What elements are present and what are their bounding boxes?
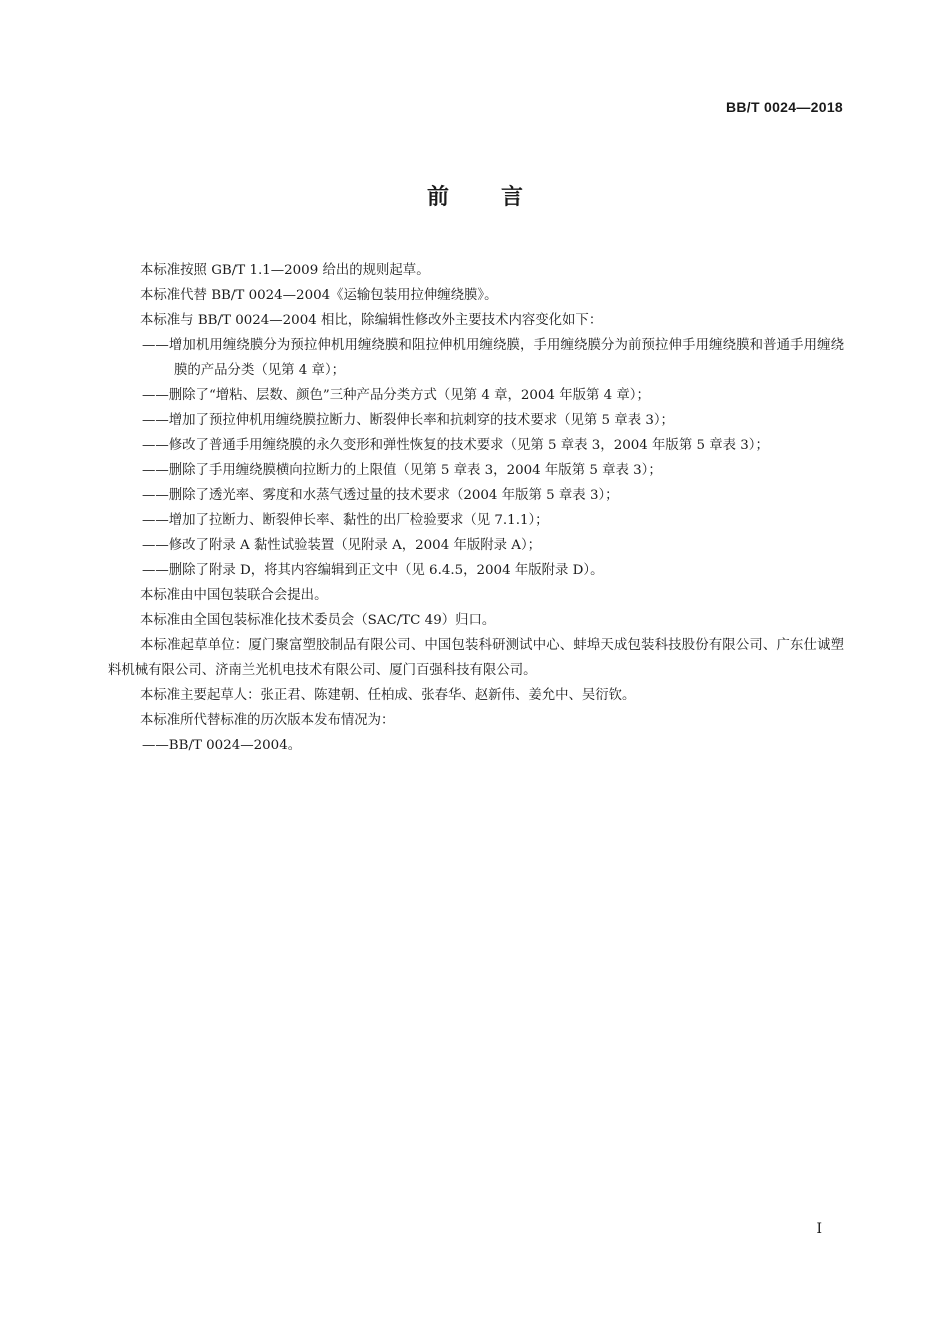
change-item: ——修改了普通手用缠绕膜的永久变形和弹性恢复的技术要求（见第 5 章表 3，2004 年版第 5 章表 3）； <box>142 438 769 453</box>
paragraph-changes-intro: 本标准与 BB/T 0024—2004 相比，除编辑性修改外主要技术内容变化如下： <box>140 313 603 328</box>
paragraph-proposed-by: 本标准由中国包装联合会提出。 <box>140 588 328 603</box>
paragraph-drafting-units: 本标准起草单位：厦门聚富塑胶制品有限公司、中国包装科研测试中心、蚌埠天成包装科技股份有限公司、广东仕诚塑料机械有限公司、济南兰光机电技术有限公司、厦门百强科技有限公司。 <box>108 638 844 678</box>
paragraph-under-jurisdiction: 本标准由全国包装标准化技术委员会（SAC/TC 49）归口。 <box>140 613 496 628</box>
paragraph-history-intro: 本标准所代替标准的历次版本发布情况为： <box>140 713 395 728</box>
change-item: ——删除了手用缠绕膜横向拉断力的上限值（见第 5 章表 3，2004 年版第 5 章表 3）； <box>142 463 662 478</box>
change-item: ——增加机用缠绕膜分为预拉伸机用缠绕膜和阻拉伸机用缠绕膜，手用缠绕膜分为前预拉伸手用缠绕膜和普通手用缠绕膜的产品分类（见第 4 章）； <box>142 338 844 378</box>
history-item: ——BB/T 0024—2004。 <box>142 738 302 753</box>
change-item: ——增加了预拉伸机用缠绕膜拉断力、断裂伸长率和抗刺穿的技术要求（见第 5 章表 3）； <box>142 413 674 428</box>
change-item: ——删除了透光率、雾度和水蒸气透过量的技术要求（2004 年版第 5 章表 3）； <box>142 488 619 503</box>
paragraph-replaces: 本标准代替 BB/T 0024—2004《运输包装用拉伸缠绕膜》。 <box>140 288 498 303</box>
standard-number: BB/T 0024—2018 <box>725 99 843 115</box>
change-item: ——修改了附录 A 黏性试验装置（见附录 A，2004 年版附录 A）； <box>142 538 542 553</box>
paragraph-drafters: 本标准主要起草人：张正君、陈建朝、任柏成、张春华、赵新伟、姜允中、吴衍钦。 <box>140 688 636 703</box>
change-item: ——删除了“增粘、层数、颜色”三种产品分类方式（见第 4 章，2004 年版第 4 章）； <box>142 388 650 403</box>
document-body <box>108 258 844 758</box>
change-item: ——增加了拉断力、断裂伸长率、黏性的出厂检验要求（见 7.1.1）； <box>142 513 549 528</box>
page-number: I <box>816 1221 822 1237</box>
paragraph-drafting-rules: 本标准按照 GB/T 1.1—2009 给出的规则起草。 <box>140 263 430 278</box>
page-title: 前言 <box>426 185 575 210</box>
change-item: ——删除了附录 D，将其内容编辑到正文中（见 6.4.5，2004 年版附录 D）。 <box>142 563 604 578</box>
